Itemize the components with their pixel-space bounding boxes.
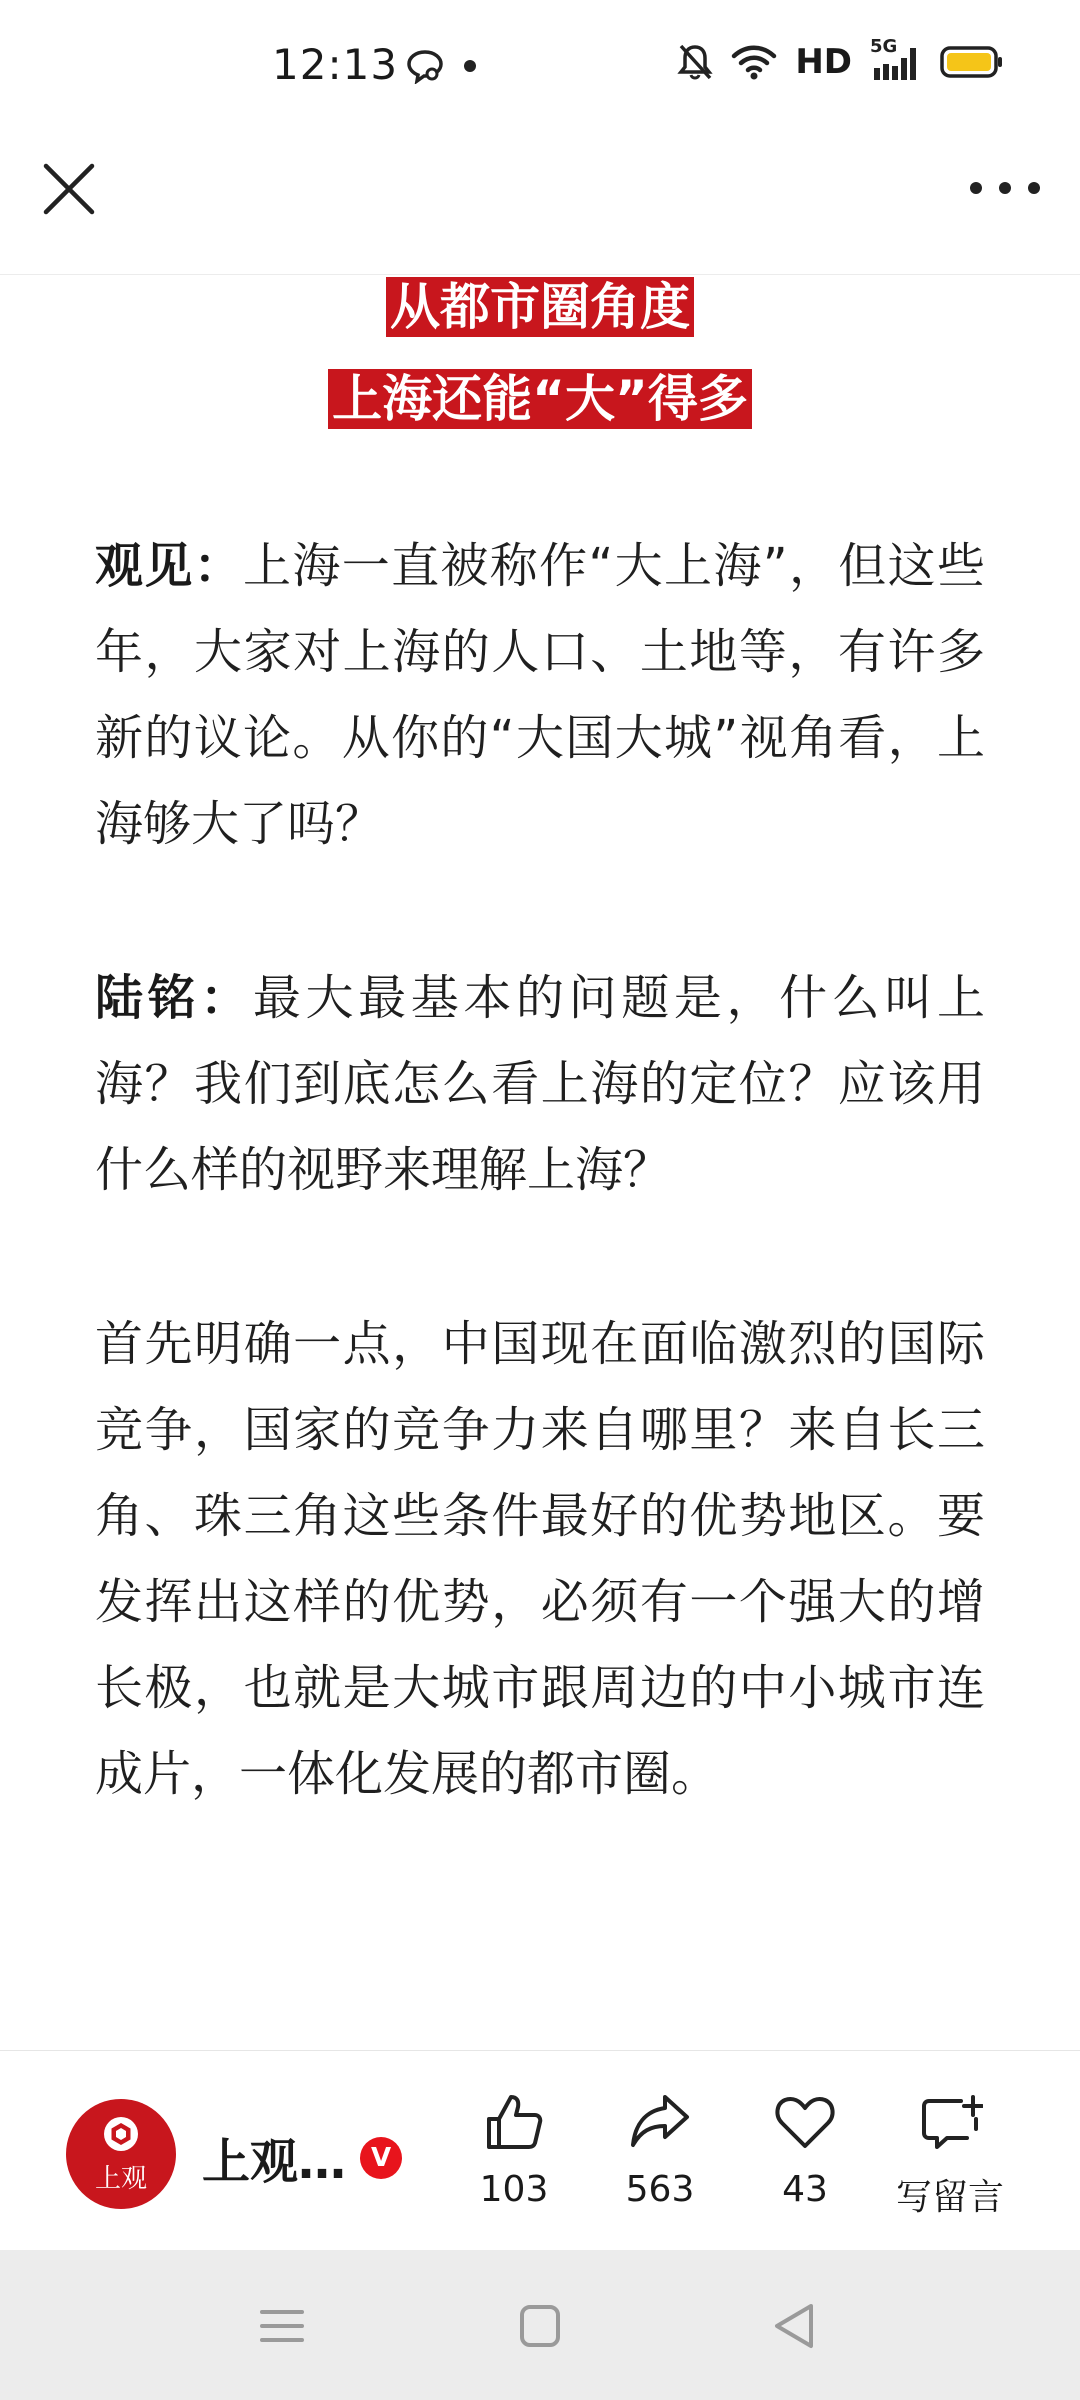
recent-apps-button[interactable] — [252, 2298, 312, 2354]
paragraph-speaker: 观见： — [95, 538, 244, 594]
mute-bell-icon — [677, 42, 713, 82]
close-icon — [40, 160, 98, 218]
headline-line-2: 上海还能“大”得多 — [328, 369, 752, 429]
wifi-icon — [731, 44, 777, 80]
publisher-avatar[interactable] — [66, 2099, 176, 2209]
more-icon-dot — [1028, 182, 1040, 194]
comment-add-icon — [917, 2089, 983, 2155]
article-paragraph — [95, 1301, 985, 1817]
status-left-icons — [405, 48, 477, 84]
home-button[interactable] — [510, 2298, 570, 2354]
top-nav — [0, 130, 1080, 275]
action-bar — [0, 2050, 1080, 2250]
status-bar — [0, 0, 1080, 130]
paragraph-text: 上海一直被称作“大上海”，但这些年，大家对上海的人口、土地等，有许多新的议论。从你的“大国大城”视角看，上海够大了吗？ — [95, 538, 985, 852]
status-time: 12:13 — [272, 40, 399, 89]
close-button[interactable] — [40, 160, 98, 218]
dot-icon — [463, 59, 477, 73]
favorite-count: 43 — [782, 2169, 828, 2210]
signal-icon — [870, 36, 922, 82]
more-icon-dot — [999, 182, 1011, 194]
heart-icon — [772, 2089, 838, 2155]
paragraph-text: 最大最基本的问题是，什么叫上海？我们到底怎么看上海的定位？应该用什么样的视野来理解上海？ — [95, 970, 985, 1198]
home-icon — [510, 2298, 570, 2354]
share-button[interactable] — [590, 2089, 730, 2229]
aperture-logo-icon — [101, 2114, 141, 2154]
favorite-button[interactable] — [735, 2089, 875, 2229]
avatar-text: 上观 — [94, 2163, 147, 2194]
headline — [0, 277, 1080, 461]
more-icon — [970, 182, 982, 194]
article-paragraph — [95, 955, 985, 1213]
signal-5g-label: 5G — [870, 36, 898, 57]
article-paragraph — [95, 523, 985, 867]
headline-line-1: 从都市圈角度 — [386, 277, 694, 337]
write-comment-button[interactable] — [880, 2089, 1020, 2229]
thumbs-up-icon — [481, 2089, 547, 2155]
chat-bubble-icon — [405, 48, 445, 84]
share-icon — [627, 2089, 693, 2155]
share-count: 563 — [625, 2169, 695, 2210]
comment-label: 写留言 — [895, 2177, 1004, 2218]
menu-icon — [252, 2298, 312, 2354]
battery-icon — [940, 45, 1004, 79]
back-icon — [765, 2298, 825, 2354]
more-button[interactable] — [970, 170, 1040, 206]
paragraph-speaker: 陆铭： — [95, 970, 253, 1026]
article-body — [0, 275, 1080, 2050]
publisher-name[interactable]: 上观… — [202, 2134, 347, 2190]
like-button[interactable] — [444, 2089, 584, 2229]
network-hd-label: HD — [795, 42, 852, 82]
back-button[interactable] — [765, 2298, 825, 2354]
paragraph-text: 首先明确一点，中国现在面临激烈的国际竞争，国家的竞争力来自哪里？来自长三角、珠三角这些条件最好的优势地区。要发挥出这样的优势，必须有一个强大的增长极，也就是大城市跟周边的中小城市连成片，一体化发展的都市圈。 — [95, 1316, 985, 1802]
verified-badge: V — [360, 2137, 402, 2179]
status-right-icons — [677, 36, 1004, 82]
system-nav-bar — [0, 2250, 1080, 2400]
like-count: 103 — [479, 2169, 549, 2210]
